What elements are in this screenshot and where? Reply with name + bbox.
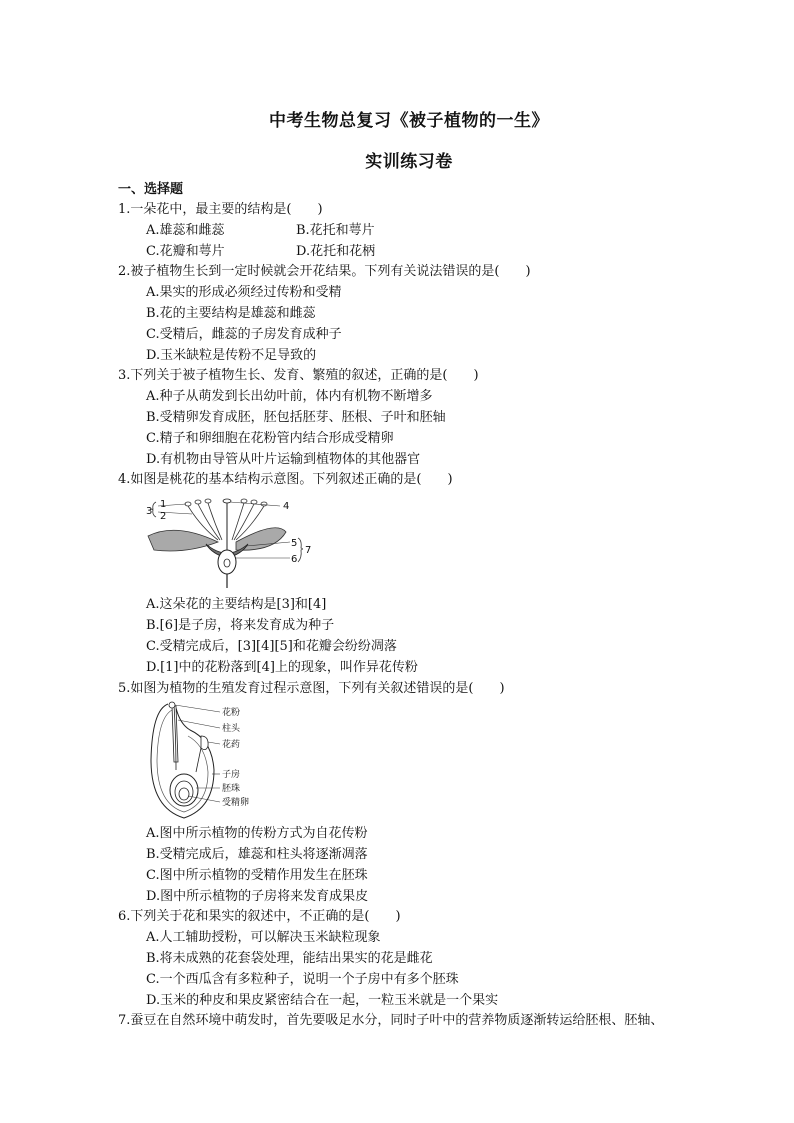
- section-heading: 一、选择题: [118, 182, 184, 197]
- question-5-option-d: D.图中所示植物的子房将来发育成果皮: [146, 889, 369, 904]
- question-2-option-c: C.受精后，雌蕊的子房发育成种子: [146, 327, 342, 342]
- label-anther: 花药: [222, 740, 241, 750]
- question-6-option-d: D.玉米的种皮和果皮紧密结合在一起，一粒玉米就是一个果实: [146, 993, 499, 1008]
- question-5-option-a: A.图中所示植物的传粉方式为自花传粉: [146, 826, 368, 841]
- question-2-option-a: A.果实的形成必须经过传粉和受精: [146, 285, 342, 300]
- question-3-stem: 3.下列关于被子植物生长、发育、繁殖的叙述，正确的是( ): [118, 368, 479, 383]
- question-7-stem: 7.蚕豆在自然环境中萌发时，首先要吸足水分，同时子叶中的营养物质逐渐转运给胚根、胚轴、: [118, 1013, 664, 1028]
- question-3-option-a: A.种子从萌发到长出幼叶前，体内有机物不断增多: [146, 389, 433, 404]
- question-2-option-d: D.玉米缺粒是传粉不足导致的: [146, 348, 317, 363]
- question-3-option-d: D.有机物由导管从叶片运输到植物体的其他器官: [146, 452, 421, 467]
- label-1: 1: [160, 499, 167, 510]
- question-5-option-c: C.图中所示植物的受精作用发生在胚珠: [146, 868, 368, 883]
- label-zygote: 受精卵: [222, 798, 250, 808]
- question-4-option-c: C.受精完成后，[3][4][5]和花瓣会纷纷凋落: [146, 639, 397, 654]
- question-4-option-b: B.[6]是子房，将来发育成为种子: [146, 618, 335, 633]
- page-title: 中考生物总复习《被子植物的一生》: [269, 111, 549, 131]
- question-1-option-b: B.花托和萼片: [296, 223, 375, 238]
- question-1-option-d: D.花托和花柄: [296, 244, 376, 259]
- question-5-stem: 5.如图为植物的生殖发育过程示意图，下列有关叙述错误的是( ): [118, 681, 505, 696]
- question-3-option-c: C.精子和卵细胞在花粉管内结合形成受精卵: [146, 431, 394, 446]
- label-stigma: 柱头: [222, 724, 241, 734]
- question-6-option-a: A.人工辅助授粉，可以解决玉米缺粒现象: [146, 930, 381, 945]
- label-ovule: 胚珠: [222, 784, 241, 794]
- question-1-option-a: A.雄蕊和雌蕊: [146, 223, 225, 238]
- label-4: 4: [283, 501, 290, 512]
- label-3: 3: [146, 506, 153, 517]
- question-4-stem: 4.如图是桃花的基本结构示意图。下列叙述正确的是( ): [118, 472, 453, 487]
- label-5: 5: [291, 538, 298, 549]
- label-7: 7: [305, 545, 312, 556]
- label-2: 2: [160, 511, 167, 522]
- question-4-option-a: A.这朵花的主要结构是[3]和[4]: [146, 597, 327, 612]
- question-3-option-b: B.受精卵发育成胚，胚包括胚芽、胚根、子叶和胚轴: [146, 410, 446, 425]
- question-4-option-d: D.[1]中的花粉落到[4]上的现象，叫作异花传粉: [146, 660, 418, 675]
- question-6-option-b: B.将未成熟的花套袋处理，能结出果实的花是雌花: [146, 951, 433, 966]
- label-pollen: 花粉: [222, 708, 241, 718]
- label-ovary: 子房: [222, 770, 241, 780]
- question-2-stem: 2.被子植物生长到一定时候就会开花结果。下列有关说法错误的是( ): [118, 264, 531, 279]
- page-subtitle: 实训练习卷: [365, 152, 453, 172]
- question-1-stem: 1.一朵花中，最主要的结构是( ): [118, 202, 323, 217]
- peach-flower-diagram: [146, 492, 316, 590]
- question-5-option-b: B.受精完成后，雄蕊和柱头将逐渐凋落: [146, 847, 368, 862]
- question-2-option-b: B.花的主要结构是雄蕊和雌蕊: [146, 306, 316, 321]
- question-6-stem: 6.下列关于花和果实的叙述中，不正确的是( ): [118, 909, 401, 924]
- question-6-option-c: C.一个西瓜含有多粒种子，说明一个子房中有多个胚珠: [146, 972, 459, 987]
- question-1-option-c: C.花瓣和萼片: [146, 244, 225, 259]
- fertilization-diagram: [146, 700, 256, 822]
- label-6: 6: [291, 554, 298, 565]
